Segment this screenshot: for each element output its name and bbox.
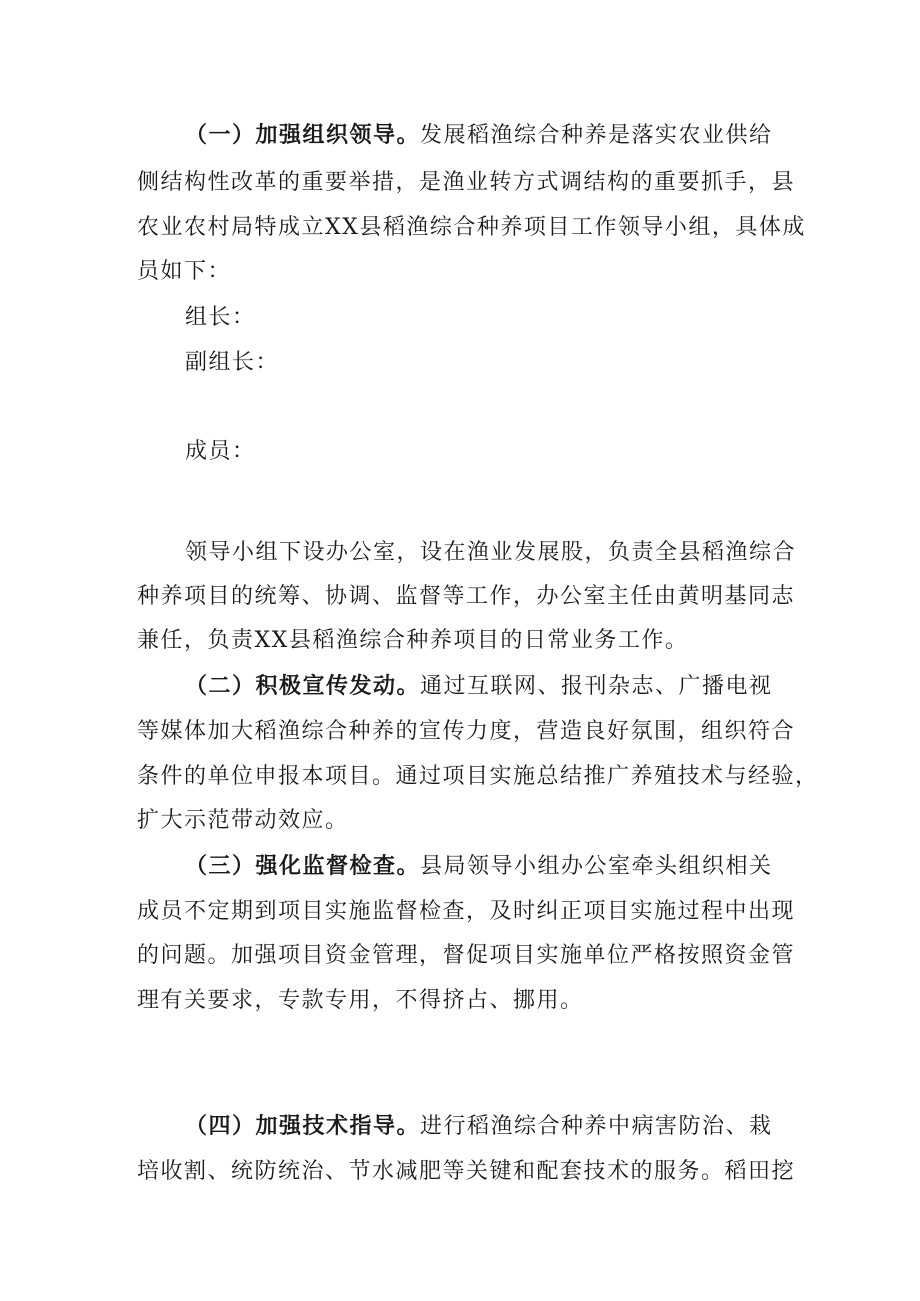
section4-line1-text: 进行稻渔综合种养中病害防治、栽 bbox=[420, 1114, 773, 1139]
section3-heading: （三）强化监督检查。 bbox=[185, 854, 421, 879]
section2-line1-text: 通过互联网、报刊杂志、广播电视 bbox=[420, 674, 773, 699]
section1-line1 bbox=[185, 121, 773, 151]
office-line1: 领导小组下设办公室，设在渔业发展股，负责全县稻渔综合 bbox=[185, 540, 797, 565]
section2-heading: （二）积极宣传发动。 bbox=[185, 674, 421, 699]
section1-heading: （一）加强组织领导。 bbox=[185, 123, 421, 148]
section3-line1-text: 县局领导小组办公室牵头组织相关 bbox=[420, 854, 773, 879]
section1-line4: 员如下： bbox=[137, 259, 232, 284]
office-line2: 种养项目的统筹、协调、监督等工作，办公室主任由黄明基同志 bbox=[137, 584, 796, 609]
section2-line1 bbox=[185, 672, 773, 702]
section2-line4: 扩大示范带动效应。 bbox=[137, 808, 349, 833]
section4-heading: （四）加强技术指导。 bbox=[185, 1114, 421, 1139]
section2-line2: 等媒体加大稻渔综合种养的宣传力度，营造良好氛围，组织符合 bbox=[137, 719, 796, 744]
section1-line2: 侧结构性改革的重要举措，是渔业转方式调结构的重要抓手，县 bbox=[137, 170, 796, 195]
section3-line2: 成员不定期到项目实施监督检查，及时纠正项目实施过程中出现 bbox=[137, 899, 796, 924]
deputy-leader-label: 副组长： bbox=[185, 350, 280, 375]
office-line3: 兼任，负责XX县稻渔综合种养项目的日常业务工作。 bbox=[137, 628, 689, 653]
section2-line3: 条件的单位申报本项目。通过项目实施总结推广养殖技术与经验， bbox=[137, 764, 819, 789]
section4-line2: 培收割、统防统治、节水减肥等关键和配套技术的服务。稻田挖 bbox=[137, 1159, 796, 1184]
section3-line3: 的问题。加强项目资金管理，督促项目实施单位严格按照资金管 bbox=[137, 943, 796, 968]
leader-label: 组长： bbox=[185, 305, 256, 330]
section4-line1 bbox=[185, 1112, 773, 1142]
section1-line3: 农业农村局特成立XX县稻渔综合种养项目工作领导小组，具体成 bbox=[137, 215, 806, 240]
section1-line1-text: 发展稻渔综合种养是落实农业供给 bbox=[420, 123, 773, 148]
section3-line4: 理有关要求，专款专用，不得挤占、挪用。 bbox=[137, 988, 584, 1013]
section3-line1 bbox=[185, 852, 773, 882]
member-label: 成员： bbox=[185, 439, 256, 464]
